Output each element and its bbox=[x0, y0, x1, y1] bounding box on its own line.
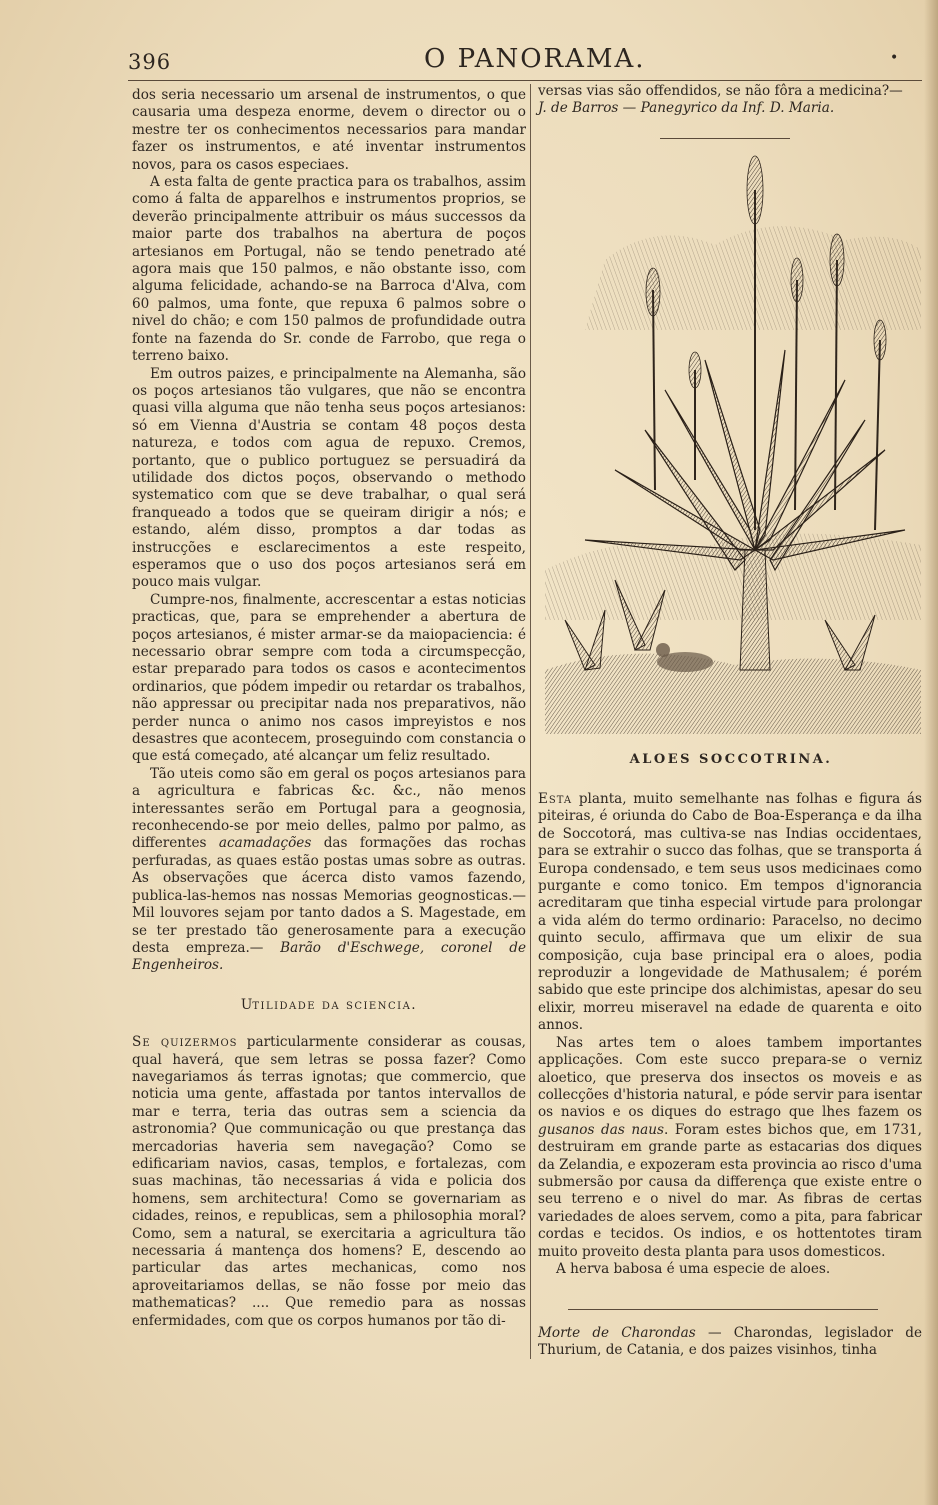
paragraph-text: das formações das rochas perfuradas, as quaes estão postas umas sobre as outras. As observações que ácerca disto vamos fazendo, publica-las-hemos nas nossas Memorias geognosticas.— Mil louvores sejam por tanto dados a S. Magestade, em se ter prestado tão generosamente para a execução desta empreza.— bbox=[132, 835, 526, 956]
citation bbox=[538, 100, 924, 117]
paragraph-text: planta, muito semelhante nas folhas e figura ás piteiras, é oriunda do Cabo de Boa-Esperança e da ilha de Soccotorá, mas cultiva-se nas Indias occidentaes, para se extrahir o succo das folhas, que se transporta á Europa condensado, e tem seus usos medicinaes como purgante e como tonico. Em tempos d'ignorancia acreditaram que tinha especial virtude para prolongar a vida além do termo ordinario: Paracelso, no decimo quinto seculo, affirmava que um elixir de sua composição, cuja base principal era o aloes, podia reproduzir a longevidade de Mathusalem; é porém sabido que este principe dos alchimistas, apesar do seu elixir, morreu miseravel na edade de quarenta e oito annos. bbox=[538, 791, 922, 1034]
paragraph-text: particularmente considerar as cousas, qual haverá, que sem letras se possa fazer? Como navegariamos ás terras ignotas; que commercio, que noticia uma gente, affastada por tantos intervallos de mar e terra, teria das outras sem a sciencia da astronomia? Que communicação ou que prestança das mercadorias haveria sem navegação? Como se edificariam navios, casas, templos, e fortalezas, com suas machinas, tão necessarias á vida e policia dos homens, sem architectura! Como se governariam as cidades, reinos, e republicas, sem a philosophia moral? Como, sem a natural, se exercitaria a agricultura tão necessaria á mantença dos homens? E, descendo ao particular das artes mechanicas, como nos aproveitariamos dellas, se não fosse por meio das mathematicas? .... Que remedio para as nossas enfermidades, com que os corpos humanos por tão di- bbox=[132, 1034, 526, 1329]
right-column-bottom bbox=[538, 791, 922, 1278]
citation-text: J. de Barros — Panegyrico da Inf. D. Maria. bbox=[538, 100, 835, 117]
paragraph bbox=[538, 1035, 922, 1261]
paragraph-text: Tão uteis como são em geral os poços artesianos para a agricultura e fabricas &c. &c., não menos interessantes serão em Portugal para a geognosia, reconhecendo-se por meio delles, palmo por palmo, as differentes bbox=[132, 765, 526, 852]
separator-rule bbox=[660, 138, 790, 139]
section-heading-initial: U bbox=[240, 996, 253, 1013]
separator-rule bbox=[568, 1309, 878, 1310]
header-rule bbox=[128, 80, 922, 81]
aloe-engraving-illustration bbox=[545, 150, 921, 734]
paragraph-text: . Foram estes bichos que, em 1731, destruiram em grande parte as estacarias dos diques da Zelandia, e expozeram esta provincia ao risco d'uma submersão por causa da differença que existe entre o seu terreno e o nivel do mar. As fibras de certas variedades de aloes servem, como a pita, para fabricar cordas e tecidos. Os indios, e os hottentotes tiram muito proveito desta planta para usos domesticos. bbox=[538, 1121, 923, 1260]
italic-term: acamadações bbox=[218, 835, 312, 852]
paragraph: A herva babosa é uma especie de aloes. bbox=[556, 1260, 831, 1277]
column-divider bbox=[530, 84, 531, 1359]
section-heading-text: tilidade da sciencia. bbox=[252, 996, 418, 1013]
paragraph: Em outros paizes, e principalmente na Alemanha, são os poços artesianos tão vulgares, que não se encontra quasi villa alguma que não tenha seus poços artesianos: só em Vienna d'Austria se contam 48 poços desta natureza, e todos com agua de repuxo. Cremos, portanto, que o publico portuguez se persuadirá da utilidade dos dictos poços, observando o methodo systematico com que se deve trabalhar, o qual será franqueado a todos que se queiram dirigir a nós; e estando, além disso, promptos a dar todas as instrucções e esclarecimentos a este respeito, esperamos que o uso dos poços artesianos será em pouco mais vulgar. bbox=[132, 365, 526, 591]
right-column-footer bbox=[538, 1325, 922, 1360]
page-title: O PANORAMA. bbox=[424, 44, 646, 74]
signature: Barão d'Eschwege, coronel de Engenheiros. bbox=[132, 939, 526, 974]
section-heading bbox=[132, 997, 526, 1014]
article-title: Morte de Charondas bbox=[538, 1325, 696, 1341]
left-column bbox=[132, 87, 526, 1330]
paragraph-text: — Charondas, legislador de Thurium, de Catania, e dos paizes visinhos, tinha bbox=[538, 1325, 922, 1359]
paragraph: dos seria necessario um arsenal de instrumentos, o que causaria uma despeza enorme, devem o director ou o mestre ter os conhecimentos necessarios para mandar fazer os instrumentos, e até inventar instrumentos novos, para os casos especiaes. bbox=[132, 87, 526, 173]
paragraph bbox=[132, 1034, 526, 1330]
page-edge-shadow bbox=[924, 0, 938, 1505]
paragraph bbox=[538, 1325, 922, 1360]
paragraph: versas vias são offendidos, se não fôra a medicina?— bbox=[538, 83, 903, 99]
paragraph bbox=[538, 791, 922, 1035]
header-mark: • bbox=[890, 50, 899, 66]
figure-caption: ALOES SOCCOTRINA. bbox=[629, 752, 833, 767]
paragraph-text: Nas artes tem o aloes tambem importantes applicações. Com este succo prepara-se o verniz aloetico, que preserva dos insectos os moveis e as collecções d'historia natural, e póde servir para isentar os navios e os diques do estrago que lhes fazem os bbox=[538, 1034, 922, 1121]
paragraph bbox=[132, 766, 526, 975]
lead-words: Esta bbox=[538, 791, 573, 807]
paragraph: Cumpre-nos, finalmente, accrescentar a estas noticias practicas, que, para se emprehender a abertura de poços artesianos, é mister armar-se da maiopaciencia: é necessario obrar sempre com toda a circumspecção, estar preparado para todos os casos e acontecimentos ordinarios, que pódem impedir ou retardar os trabalhos, não appressar ou precipitar nada nos preparativos, não perder nunca o animo nos casos impreyistos e nos desastres que acontecem, proseguindo com constancia o que está começado, até alcançar um feliz resultado. bbox=[132, 591, 526, 765]
paragraph: A esta falta de gente practica para os trabalhos, assim como á falta de apparelhos e instrumentos proprios, se deverão principalmente attribuir os máus successos da maior parte dos trabalhos na abertura de poços artesianos em Portugal, não se tendo penetrado até agora mais que 150 palmos, e não obstante isso, com alguma felicidade, achando-se na Barroca d'Alva, com 60 palmos, uma fonte, que repuxa 6 palmos sobre o nivel do chão; e com 150 palmos de profundidade outra fonte na fazenda do Sr. conde de Farrobo, que rega o terreno baixo. bbox=[132, 174, 526, 365]
right-column-top bbox=[538, 83, 924, 118]
page-number: 396 bbox=[128, 50, 172, 74]
italic-term: gusanos das naus bbox=[538, 1121, 665, 1138]
lead-words: Se quizermos bbox=[132, 1034, 238, 1051]
